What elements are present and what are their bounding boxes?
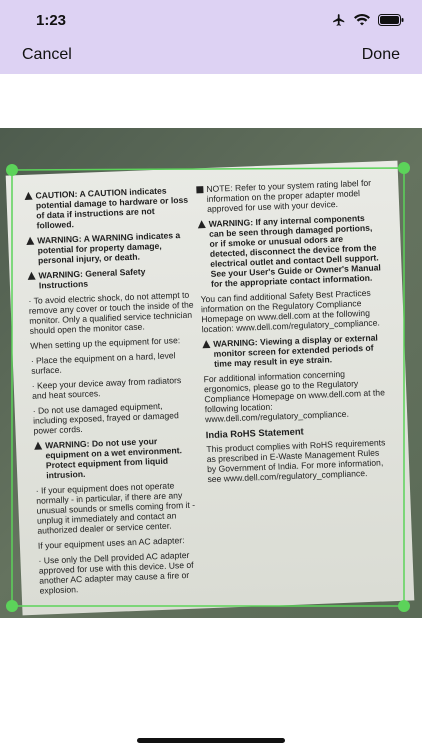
doc-p5: · Do not use damaged equipment, including exposed, frayed or damaged power cords. [32, 400, 179, 436]
doc-warning1 [26, 230, 192, 266]
doc-text: CAUTION: A CAUTION indicates potential damage to hardware or loss of data if instructions are not followed. [35, 185, 189, 231]
left-column [24, 185, 205, 601]
doc-text: NOTE: Refer to your system rating label for information on the proper adapter model approved for use with your device. [206, 177, 372, 214]
doc-text: WARNING: Do not use your equipment on a wet environment. Protect equipment from liquid intrusion. [44, 436, 183, 481]
home-indicator [137, 738, 285, 743]
done-button[interactable]: Done [361, 46, 400, 63]
doc-note [196, 177, 379, 214]
warning-icon [202, 340, 210, 348]
doc-text: WARNING: If any internal components can be seen through damaged portions, or if smoke or unusual odors are detected, disconnect the device from the electrical outlet and contact Dell support. See your User's Guide or Owner's Manual for the appropriate contact information. [208, 212, 381, 289]
warning-icon [24, 192, 32, 200]
scanned-photo [0, 128, 422, 618]
doc-p8: · Use only the Dell provided AC adapter approved for use with this device. Use of another AC adapter may cause a fire or explosion. [38, 549, 194, 596]
cancel-button[interactable]: Cancel [22, 46, 72, 63]
status-time: 1:23 [36, 12, 67, 29]
nav-bar [0, 40, 422, 74]
doc-p9: You can find additional Safety Best Practices information on the Regulatory Compliance Homepage on www.dell.com at the following location: www.dell.com/regulatory_compliance. [200, 287, 380, 335]
airplane-icon [332, 13, 346, 27]
crop-handle-top-left[interactable] [6, 164, 18, 176]
doc-p4: · Keep your device away from radiators and heat sources. [31, 375, 182, 401]
wifi-icon [354, 14, 370, 26]
doc-warning3 [34, 434, 200, 480]
warning-icon [34, 441, 42, 449]
doc-warning5 [202, 332, 385, 369]
document-paper [6, 161, 415, 616]
doc-caution [24, 185, 190, 231]
status-icons [332, 13, 404, 27]
doc-p10: For additional information concerning ergonomics, please go to the Regulatory Compliance Homepage on www.dell.com at the following location: www.dell.com/regulatory_compliance. [203, 368, 386, 425]
doc-text: WARNING: General Safety Instructions [38, 266, 146, 291]
doc-p2: When setting up the equipment for use: [30, 335, 181, 351]
warning-icon [198, 220, 206, 228]
doc-p7: If your equipment uses an AC adapter: [37, 535, 185, 551]
note-icon [196, 186, 203, 193]
status-bar [0, 0, 422, 40]
crop-handle-bottom-left[interactable] [6, 600, 18, 612]
right-column [196, 177, 390, 489]
crop-handle-bottom-right[interactable] [398, 600, 410, 612]
doc-p3: · Place the equipment on a hard, level surface. [30, 350, 176, 376]
warning-icon [27, 272, 35, 280]
crop-handle-top-right[interactable] [398, 162, 410, 174]
doc-warning2 [27, 265, 193, 291]
doc-p6: · If your equipment does not operate normally - in particular, if there are any unusual sounds or smells coming from it - unplug it immediately and contact an authorized dealer or service center. [35, 480, 196, 536]
doc-p1: · To avoid electric shock, do not attempt to remove any cover or touch the inside of the monitor. Only a qualified service technician should open the monitor case. [28, 289, 194, 336]
doc-warning4 [198, 212, 383, 289]
battery-icon [378, 14, 404, 26]
warning-icon [26, 237, 34, 245]
doc-text: WARNING: Viewing a display or external monitor screen for extended periods of time may result in eye strain. [213, 332, 378, 369]
doc-p11: This product complies with RoHS requirements as prescribed in E-Waste Management Rules by Government of India. For more information, see www.dell.com/regulatory_compliance. [206, 437, 386, 485]
doc-heading: India RoHS Statement [205, 425, 304, 441]
doc-text: WARNING: A WARNING indicates a potential for property damage, personal injury, or death. [37, 230, 181, 266]
